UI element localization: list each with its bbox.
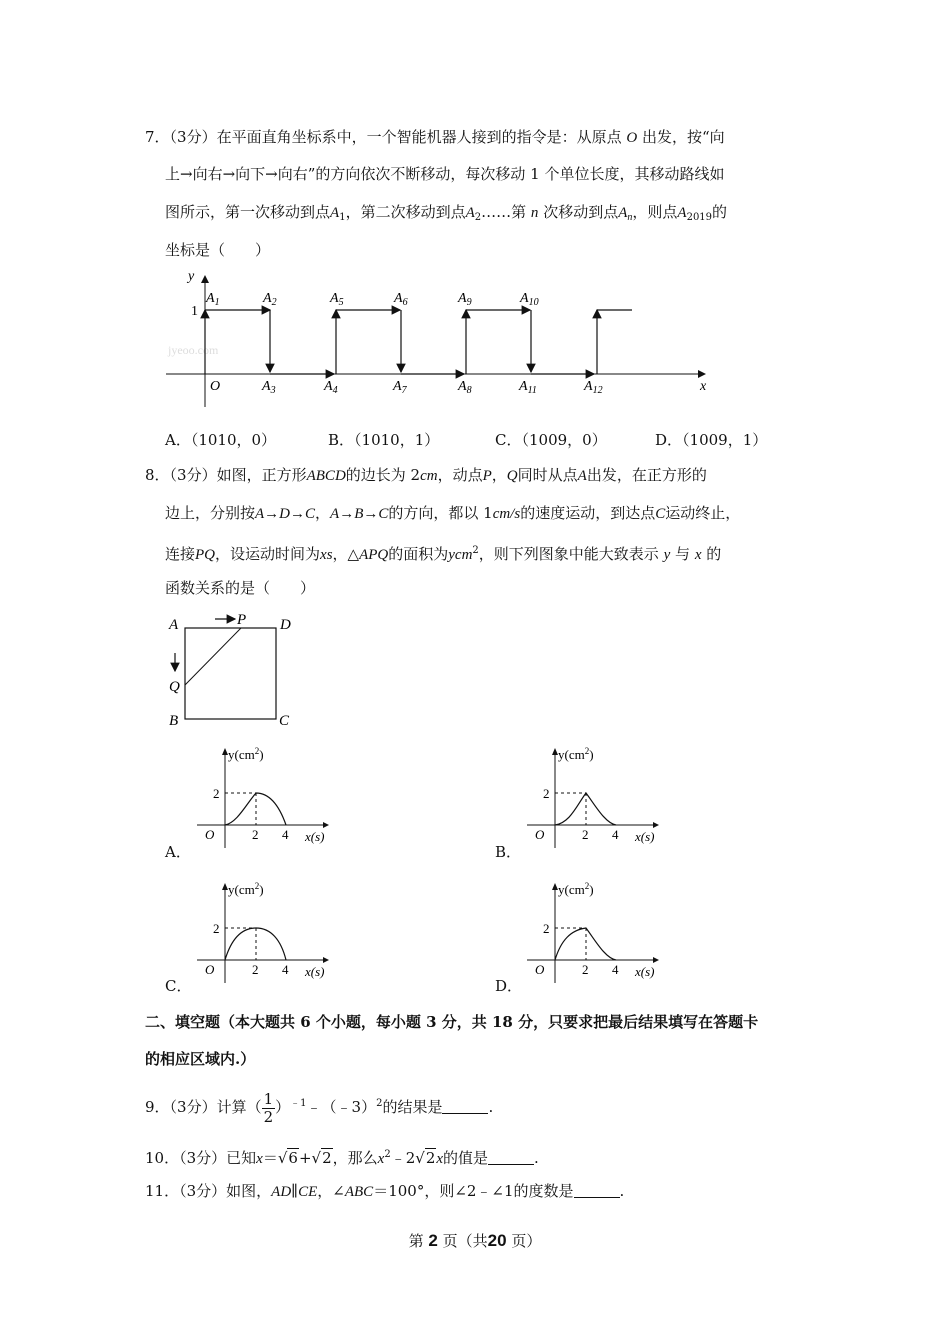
q7-option-b[interactable]: B．（1010，1） <box>328 431 440 449</box>
curve-c <box>225 928 286 960</box>
square-label-b: B <box>169 713 179 729</box>
x-tick-4: 4 <box>612 962 619 977</box>
label-A4: $A_4$ <box>324 379 338 396</box>
x-tick-2: 2 <box>582 827 589 842</box>
q7-option-a[interactable]: A．（1010，0） <box>165 431 277 449</box>
label-A2: $A_2$ <box>263 291 277 308</box>
y-label: $y(cm^2)$ <box>558 746 594 762</box>
label-A8: $A_8$ <box>458 379 472 396</box>
q8-line2: 边上，分别按A→D→C，A→B→C的方向，都以 1cm/s的速度运动，到达点C运动终止， <box>165 504 741 522</box>
y-axis-label: y <box>188 269 195 284</box>
page-footer: 第 2 页（共20 页） <box>408 1231 542 1250</box>
x-tick-4: 4 <box>282 827 289 842</box>
y-label: $y(cm^2)$ <box>558 881 594 897</box>
q8-line4: 函数关系的是（ ） <box>165 579 316 597</box>
q8-line3: 连接PQ，设运动时间为xs，△APQ的面积为ycm$^2$，则下列图象中能大致表示 y 与 x 的 <box>165 545 722 563</box>
q7-line1: 7．（3分）在平面直角坐标系中，一个智能机器人接到的指令是：从原点 O 出发，按“向 <box>145 128 725 146</box>
y-tick-2: 2 <box>543 921 550 936</box>
origin: O <box>205 827 215 842</box>
q8-option-c[interactable]: C． <box>165 977 192 995</box>
q8-option-b[interactable]: B． <box>495 843 522 861</box>
fraction-one-half: $\frac{1}{2}$ <box>263 1089 274 1126</box>
y-tick-1: 1 <box>191 304 198 319</box>
answer-blank-10[interactable] <box>488 1150 534 1165</box>
square-label-q: Q <box>169 679 180 695</box>
origin-label: O <box>210 379 221 394</box>
x-tick-2: 2 <box>252 827 259 842</box>
q10-line: 10．（3分）已知x＝√6+√2，那么$x^2﹣2√2x$的值是 . <box>145 1149 539 1167</box>
q8-graph-c <box>195 878 345 986</box>
q8-graph-a <box>195 743 345 851</box>
watermark: jyeoo.com <box>168 343 219 357</box>
x-axis-arrow <box>323 822 329 828</box>
curve-d <box>555 928 616 960</box>
q8-line1: 8．（3分）如图，正方形ABCD的边长为 2cm，动点P，Q同时从点A出发，在正方形的 <box>145 466 707 484</box>
origin: O <box>535 962 545 977</box>
label-A5: $A_5$ <box>330 291 344 308</box>
q8-graph-b <box>525 743 675 851</box>
q8-option-a[interactable]: A． <box>165 843 191 861</box>
q7-line3: 图所示，第一次移动到点$A_1$，第二次移动到点$A_2\dots\dots$第 n 次移动到点$A_n$，则点$A_{2019}$的 <box>165 203 728 223</box>
q7-option-d[interactable]: D．（1009，1） <box>655 431 768 449</box>
q7-line2: 上→向右→向下→向右”的方向依次不断移动，每次移动 1 个单位长度，其移动路线如 <box>165 165 725 183</box>
x-axis-arrow <box>653 957 659 963</box>
origin: O <box>535 827 545 842</box>
x-tick-2: 2 <box>252 962 259 977</box>
label-A9: $A_9$ <box>458 291 472 308</box>
origin: O <box>205 962 215 977</box>
x-tick-4: 4 <box>612 827 619 842</box>
curve-a <box>225 793 286 825</box>
square-label-c: C <box>279 713 290 729</box>
answer-blank-9[interactable] <box>442 1099 488 1114</box>
q7-line4: 坐标是（ ） <box>165 241 271 259</box>
x-label: x(s) <box>635 829 655 844</box>
y-label: $y(cm^2)$ <box>228 881 264 897</box>
x-axis-arrow <box>323 957 329 963</box>
section2-heading-line2: 的相应区域内.） <box>145 1050 256 1068</box>
y-label: $y(cm^2)$ <box>228 746 264 762</box>
q11-line: 11．（3分）如图，AD∥CE，∠ABC＝100°，则∠2﹣∠1的度数是 . <box>145 1182 625 1200</box>
label-A11: $A_{11}$ <box>519 379 537 396</box>
q7-option-c[interactable]: C．（1009，0） <box>495 431 607 449</box>
y-tick-2: 2 <box>543 786 550 801</box>
square-label-d: D <box>280 617 291 633</box>
label-A7: $A_7$ <box>393 379 407 396</box>
q8-graph-d <box>525 878 675 986</box>
x-axis-label: x <box>700 379 707 394</box>
label-A6: $A_6$ <box>394 291 408 308</box>
x-label: x(s) <box>305 964 325 979</box>
label-A3: $A_3$ <box>262 379 276 396</box>
q8-option-d[interactable]: D． <box>495 977 523 995</box>
x-tick-2: 2 <box>582 962 589 977</box>
answer-blank-11[interactable] <box>574 1183 620 1198</box>
square-label-a: A <box>169 617 179 633</box>
x-label: x(s) <box>635 964 655 979</box>
label-A10: $A_{10}$ <box>520 291 539 308</box>
square-label-p: P <box>237 612 247 628</box>
section2-heading-line1: 二、填空题（本大题共 6 个小题，每小题 3 分，共 18 分，只要求把最后结果填写在答题卡 <box>145 1013 759 1031</box>
y-tick-2: 2 <box>213 921 220 936</box>
x-label: x(s) <box>305 829 325 844</box>
label-A12: $A_{12}$ <box>584 379 603 396</box>
q8-square-figure <box>165 607 305 732</box>
y-tick-2: 2 <box>213 786 220 801</box>
curve-b <box>555 793 616 825</box>
x-axis-arrow <box>653 822 659 828</box>
x-tick-4: 4 <box>282 962 289 977</box>
q9-line: 9．（3分）计算（ $\frac{1}{2}$ ）$^{﹣1}$﹣（﹣3）$^2$的结果是 . <box>145 1089 494 1126</box>
q7-path-figure <box>160 262 720 412</box>
label-A1: $A_1$ <box>206 291 220 308</box>
